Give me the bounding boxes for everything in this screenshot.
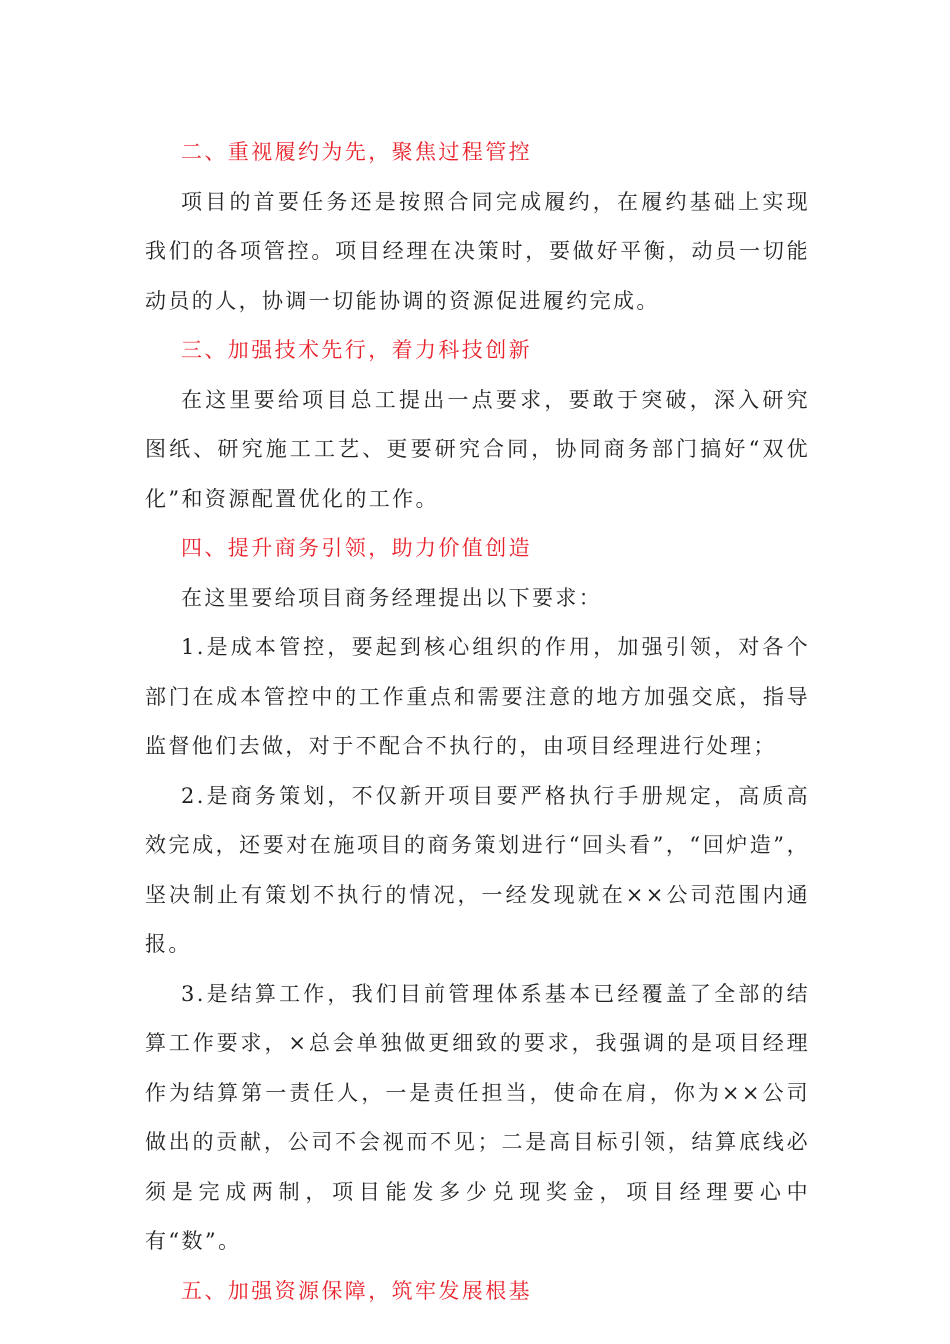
section-heading-3: 三、加强技术先行，着力科技创新 xyxy=(181,338,532,362)
section-intro-4: 在这里要给项目商务经理提出以下要求： xyxy=(181,585,603,610)
section-paragraph-3: 在这里要给项目总工提出一点要求，要敢于突破，深入研究图纸、研究施工工艺、更要研究合同，协同商务部门搞好“双优化”和资源配置优化的工作。 xyxy=(145,387,810,511)
section-heading-4: 四、提升商务引领，助力价值创造 xyxy=(181,536,532,560)
document-body xyxy=(145,128,810,1316)
list-item-3: 3.是结算工作，我们目前管理体系基本已经覆盖了全部的结算工作要求，×总会单独做更细致的要求，我强调的是项目经理作为结算第一责任人，一是责任担当，使命在肩，你为××公司做出的贡献，公司不会视而不见；二是高目标引领，结算底线必须是完成两制，项目能发多少兑现奖金，项目经理要心中有“数”。 xyxy=(145,981,810,1253)
section-heading-2: 二、重视履约为先，聚焦过程管控 xyxy=(181,140,532,164)
section-paragraph-2: 项目的首要任务还是按照合同完成履约，在履约基础上实现我们的各项管控。项目经理在决策时，要做好平衡，动员一切能动员的人，协调一切能协调的资源促进履约完成。 xyxy=(145,189,810,313)
section-heading-5: 五、加强资源保障，筑牢发展根基 xyxy=(181,1278,532,1303)
list-item-1: 1.是成本管控，要起到核心组织的作用，加强引领，对各个部门在成本管控中的工作重点和需要注意的地方加强交底，指导监督他们去做，对于不配合不执行的，由项目经理进行处理； xyxy=(145,635,810,758)
list-item-2: 2.是商务策划，不仅新开项目要严格执行手册规定，高质高效完成，还要对在施项目的商务策划进行“回头看”，“回炉造”，坚决制止有策划不执行的情况，一经发现就在××公司范围内通报。 xyxy=(145,783,810,956)
